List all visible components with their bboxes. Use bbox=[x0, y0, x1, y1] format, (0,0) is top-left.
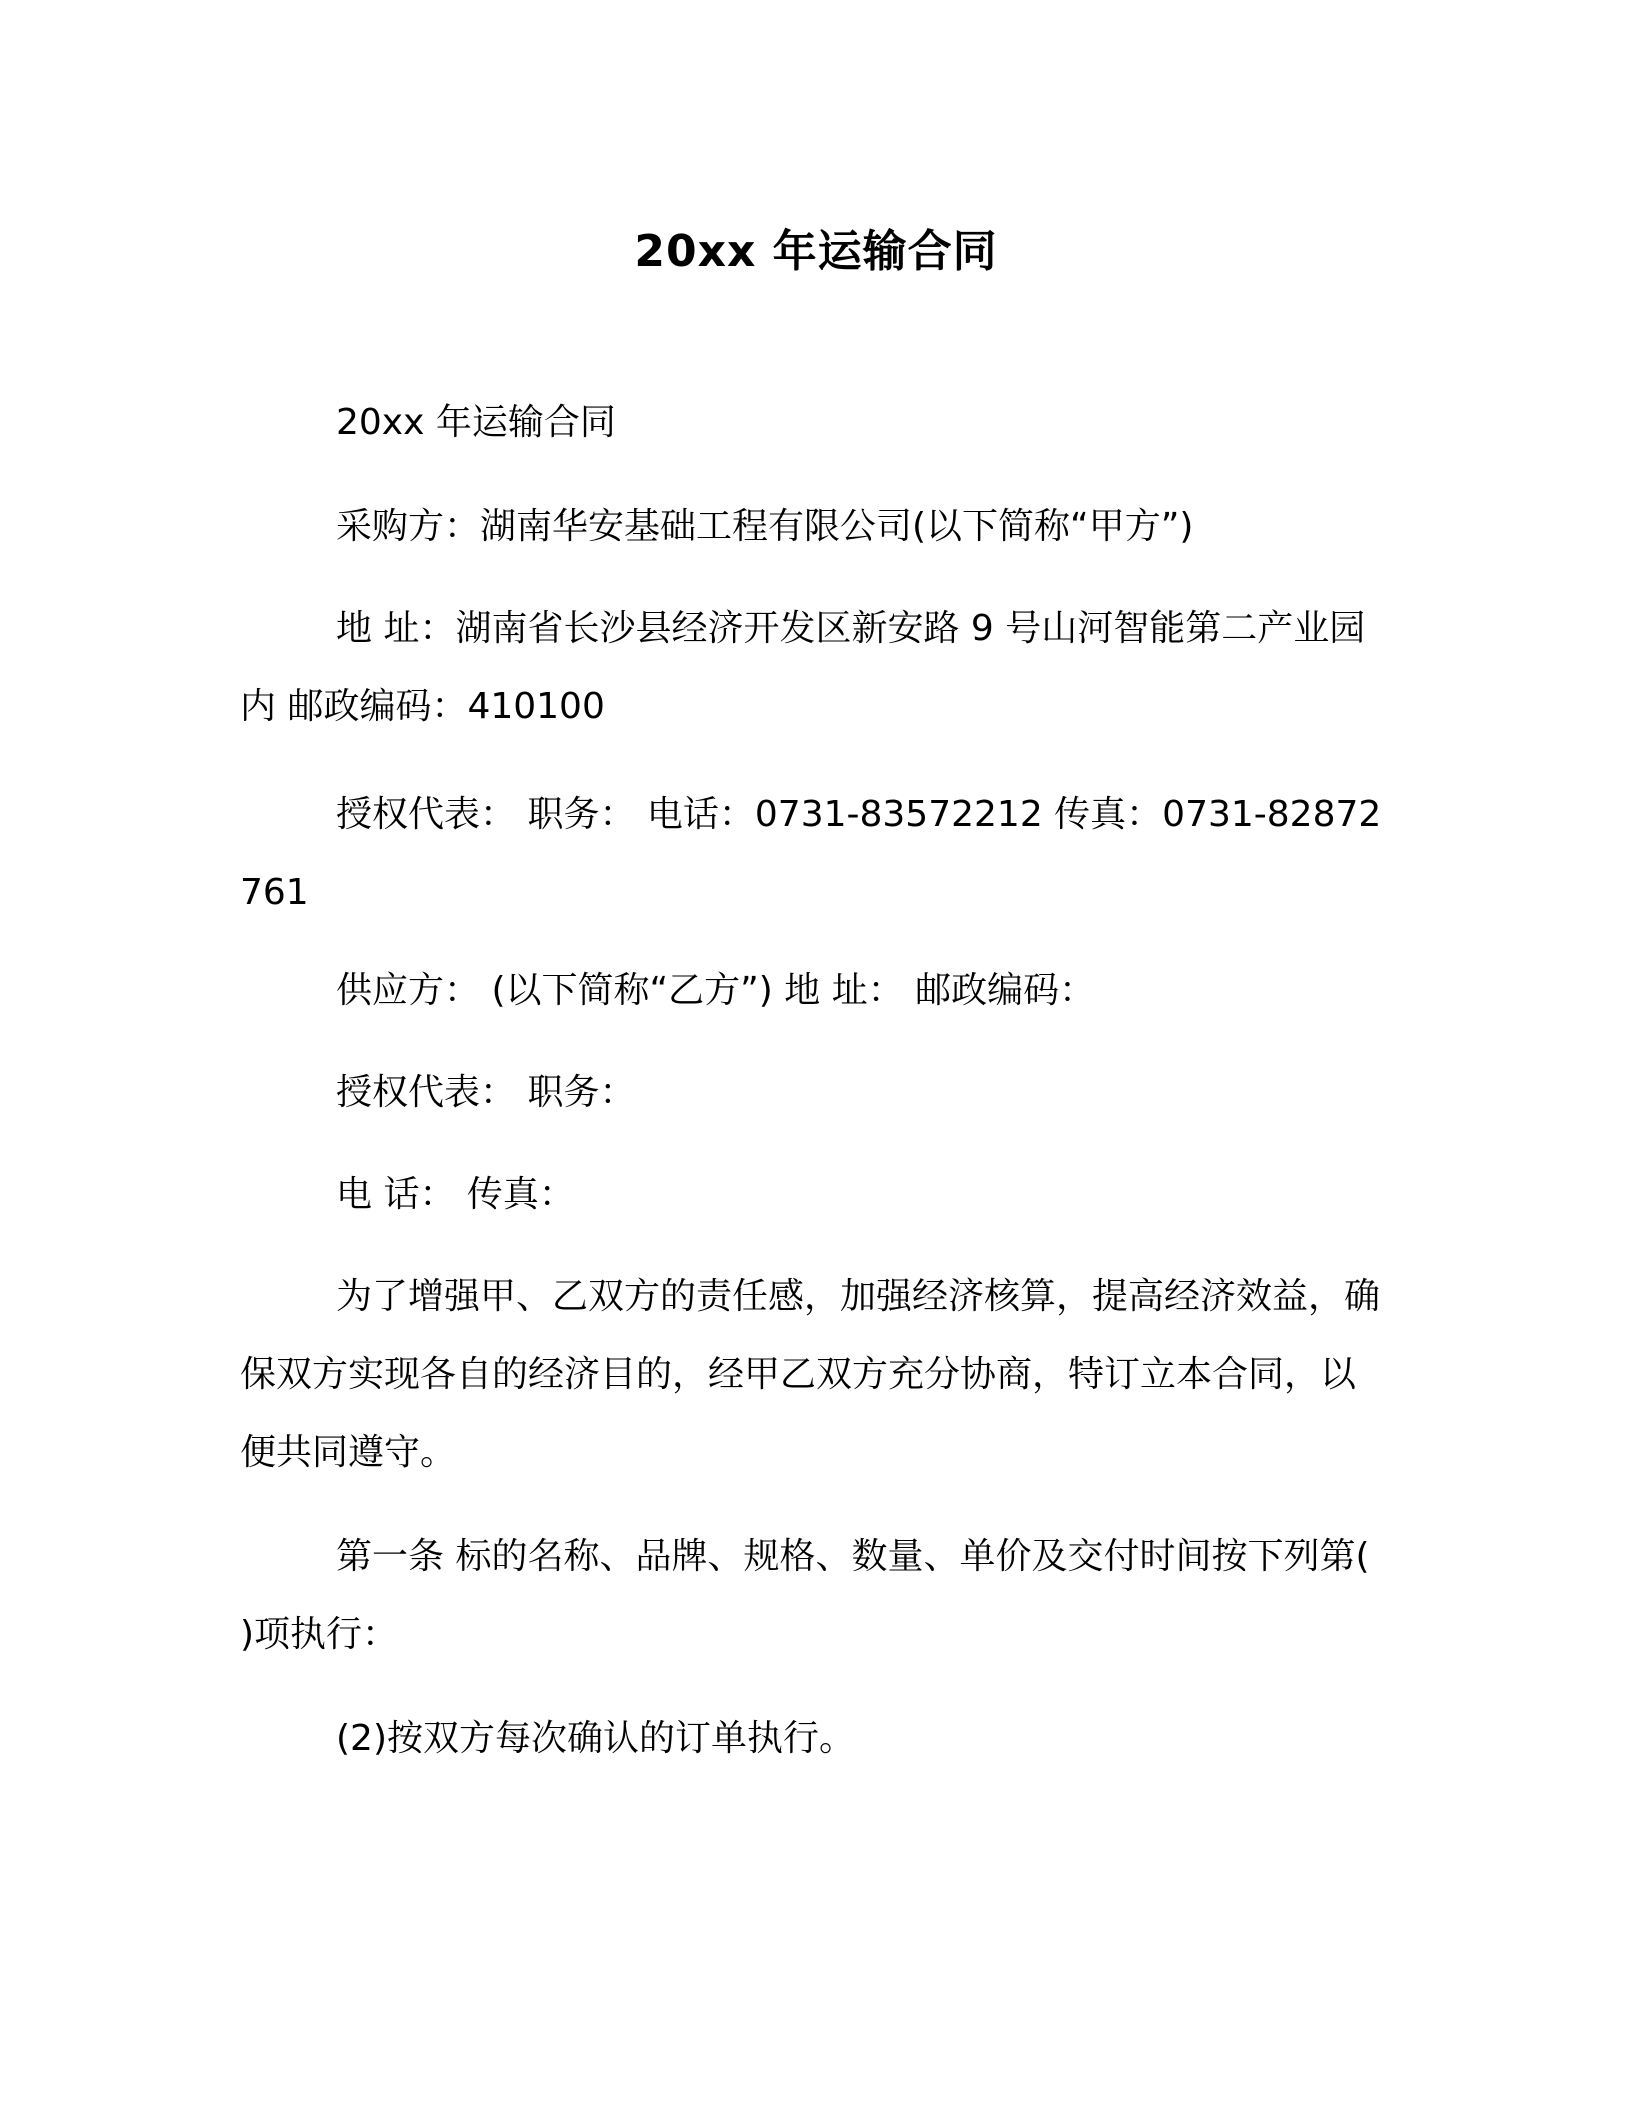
paragraph-purchaser-address: 地 址：湖南省长沙县经济开发区新安路 9 号山河智能第二产业园内 邮政编码：410100 bbox=[240, 608, 1366, 727]
paragraph-article-one: 第一条 标的名称、品牌、规格、数量、单价及交付时间按下列第( )项执行： bbox=[240, 1536, 1370, 1655]
paragraph-order-execution: (2)按双方每次确认的订单执行。 bbox=[336, 1718, 855, 1759]
paragraph-subtitle: 20xx 年运输合同 bbox=[336, 402, 616, 443]
paragraph-supplier: 供应方： (以下简称“乙方”) 地 址： 邮政编码： bbox=[336, 970, 1096, 1011]
paragraph-purchaser-representative: 授权代表： 职务： 电话：0731-83572212 传真：0731-82872761 bbox=[240, 794, 1382, 913]
paragraph-purchaser: 采购方：湖南华安基础工程有限公司(以下简称“甲方”) bbox=[336, 506, 1194, 547]
paragraph-purpose: 为了增强甲、乙双方的责任感，加强经济核算，提高经济效益，确保双方实现各自的经济目的，经甲乙双方充分协商，特订立本合同，以便共同遵守。 bbox=[240, 1276, 1381, 1473]
document-title: 20xx 年运输合同 bbox=[634, 226, 998, 277]
paragraph-supplier-contact: 电 话： 传真： bbox=[336, 1174, 575, 1215]
paragraph-supplier-representative: 授权代表： 职务： bbox=[336, 1072, 636, 1113]
